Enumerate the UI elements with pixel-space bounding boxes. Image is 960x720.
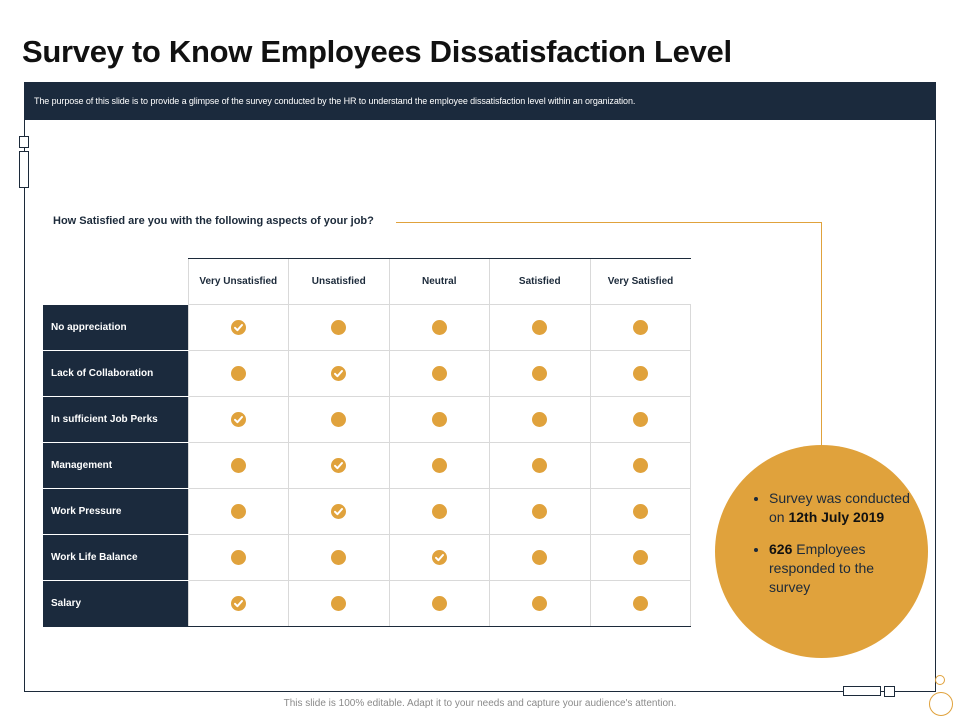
option-dot-icon <box>231 504 246 519</box>
option-dot-icon <box>432 458 447 473</box>
page-title: Survey to Know Employees Dissatisfaction Level <box>22 34 732 69</box>
option-dot-icon <box>633 550 648 565</box>
response-cell <box>490 443 591 489</box>
response-cell <box>590 351 691 397</box>
row-label: In sufficient Job Perks <box>43 397 188 443</box>
response-cell <box>389 351 490 397</box>
response-cell <box>389 443 490 489</box>
option-dot-icon <box>432 504 447 519</box>
table-row <box>43 443 691 489</box>
decorative-circle-small <box>935 675 945 685</box>
selected-check-icon <box>231 412 246 427</box>
response-cell <box>389 581 490 627</box>
response-cell <box>188 443 289 489</box>
option-dot-icon <box>432 412 447 427</box>
response-cell <box>188 489 289 535</box>
selected-check-icon <box>432 550 447 565</box>
response-cell <box>289 535 390 581</box>
option-dot-icon <box>532 412 547 427</box>
decorative-tab <box>19 136 29 148</box>
response-cell <box>188 535 289 581</box>
response-cell <box>490 535 591 581</box>
response-cell <box>389 305 490 351</box>
summary-list <box>749 489 919 610</box>
option-dot-icon <box>331 550 346 565</box>
row-label: Management <box>43 443 188 489</box>
table-row <box>43 489 691 535</box>
option-dot-icon <box>231 366 246 381</box>
row-label: Work Life Balance <box>43 535 188 581</box>
table-row <box>43 397 691 443</box>
summary-date-text: Survey was conducted on <box>769 490 910 525</box>
response-cell <box>289 351 390 397</box>
summary-item-respondents <box>769 540 919 597</box>
option-dot-icon <box>532 550 547 565</box>
response-cell <box>490 305 591 351</box>
table-row <box>43 351 691 397</box>
response-cell <box>490 351 591 397</box>
response-cell <box>490 489 591 535</box>
option-dot-icon <box>633 458 648 473</box>
connector-line-horizontal <box>396 222 822 223</box>
response-cell <box>590 489 691 535</box>
option-dot-icon <box>331 412 346 427</box>
row-label: Salary <box>43 581 188 627</box>
response-cell <box>389 489 490 535</box>
response-cell <box>389 535 490 581</box>
option-dot-icon <box>633 320 648 335</box>
response-cell <box>590 397 691 443</box>
column-header: Neutral <box>389 259 490 305</box>
response-cell <box>289 489 390 535</box>
option-dot-icon <box>532 504 547 519</box>
table-body <box>43 305 691 627</box>
summary-date-value: 12th July 2019 <box>788 509 885 525</box>
decorative-rect <box>843 686 881 696</box>
option-dot-icon <box>532 366 547 381</box>
column-header: Very Unsatisfied <box>188 259 289 305</box>
summary-respondent-count: 626 <box>769 541 793 557</box>
response-cell <box>289 443 390 489</box>
table-header-row <box>43 259 691 305</box>
response-cell <box>590 443 691 489</box>
option-dot-icon <box>432 320 447 335</box>
response-cell <box>289 305 390 351</box>
option-dot-icon <box>633 504 648 519</box>
option-dot-icon <box>432 596 447 611</box>
connector-line-vertical <box>821 222 822 448</box>
option-dot-icon <box>633 366 648 381</box>
selected-check-icon <box>331 458 346 473</box>
description-banner: The purpose of this slide is to provide a glimpse of the survey conducted by the HR to understand the employee dissatisfaction level within an organization. <box>24 82 936 120</box>
response-cell <box>188 305 289 351</box>
option-dot-icon <box>633 596 648 611</box>
header-corner <box>43 259 188 305</box>
response-cell <box>590 535 691 581</box>
summary-circle <box>715 445 928 658</box>
selected-check-icon <box>331 504 346 519</box>
footer-note: This slide is 100% editable. Adapt it to your needs and capture your audience's attention. <box>283 698 677 709</box>
response-cell <box>490 397 591 443</box>
option-dot-icon <box>532 596 547 611</box>
response-cell <box>289 581 390 627</box>
summary-item-date <box>769 489 919 527</box>
option-dot-icon <box>231 550 246 565</box>
option-dot-icon <box>331 320 346 335</box>
decorative-tab-tall <box>19 151 29 188</box>
table-row <box>43 535 691 581</box>
row-label: Work Pressure <box>43 489 188 535</box>
response-cell <box>590 581 691 627</box>
survey-table <box>43 258 691 627</box>
decorative-circle-large <box>929 692 953 716</box>
selected-check-icon <box>231 320 246 335</box>
column-header: Satisfied <box>490 259 591 305</box>
option-dot-icon <box>633 412 648 427</box>
summary-respondent-text: Employees responded to the survey <box>769 541 875 595</box>
option-dot-icon <box>432 366 447 381</box>
option-dot-icon <box>331 596 346 611</box>
option-dot-icon <box>231 458 246 473</box>
response-cell <box>289 397 390 443</box>
decorative-square <box>884 686 895 697</box>
table-row <box>43 581 691 627</box>
option-dot-icon <box>532 458 547 473</box>
row-label: No appreciation <box>43 305 188 351</box>
response-cell <box>590 305 691 351</box>
selected-check-icon <box>231 596 246 611</box>
selected-check-icon <box>331 366 346 381</box>
response-cell <box>188 351 289 397</box>
response-cell <box>490 581 591 627</box>
option-dot-icon <box>532 320 547 335</box>
response-cell <box>188 581 289 627</box>
response-cell <box>389 397 490 443</box>
response-cell <box>188 397 289 443</box>
table-row <box>43 305 691 351</box>
row-label: Lack of Collaboration <box>43 351 188 397</box>
column-header: Very Satisfied <box>590 259 691 305</box>
survey-question: How Satisfied are you with the following aspects of your job? <box>53 215 380 227</box>
column-header: Unsatisfied <box>289 259 390 305</box>
